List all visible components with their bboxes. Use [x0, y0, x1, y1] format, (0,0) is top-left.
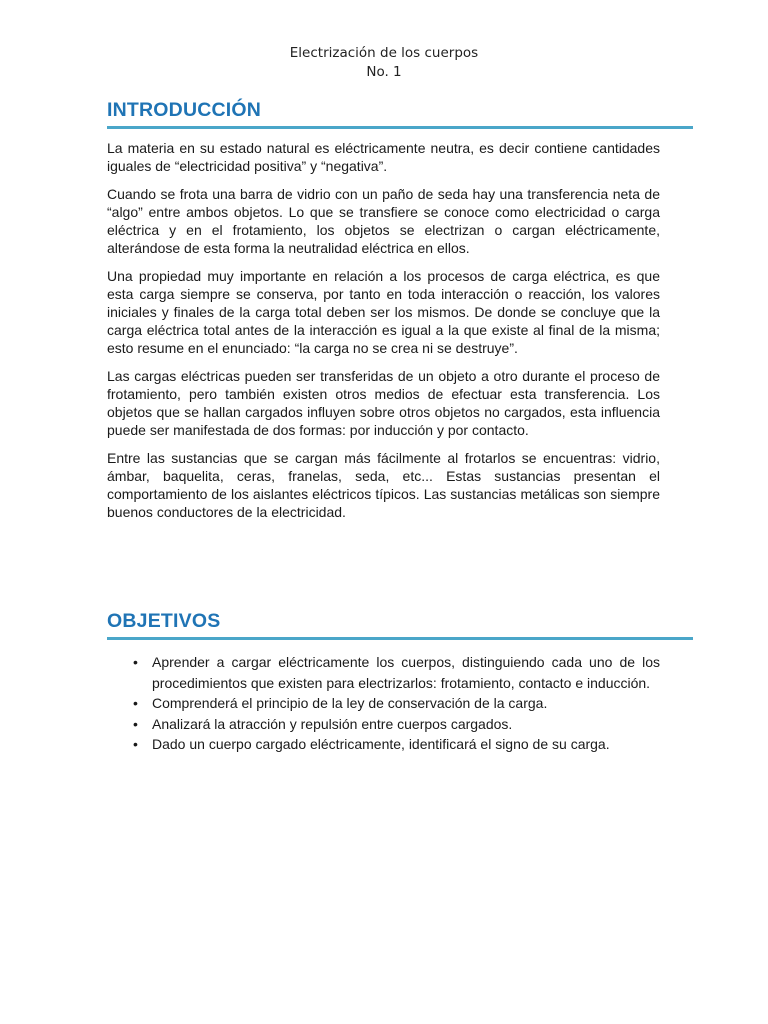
document-number: No. 1 — [366, 64, 402, 80]
objetivos-heading: OBJETIVOS — [107, 610, 221, 632]
bullet-icon: • — [133, 654, 138, 670]
introduccion-section — [107, 98, 693, 531]
list-item-text: Dado un cuerpo cargado eléctricamente, identificará el signo de su carga. — [152, 736, 610, 752]
introduccion-body — [107, 139, 660, 521]
list-item — [107, 714, 660, 735]
bullet-icon: • — [133, 695, 138, 711]
intro-paragraph: Las cargas eléctricas pueden ser transferidas de un objeto a otro durante el proceso de frotamiento, pero también existen otros medios de efectuar esta transferencia. Los objetos que se hallan cargados influyen sobre otros objetos no cargados, esta influencia puede ser manifestada de dos formas: por inducción y por contacto. — [107, 368, 660, 438]
objetivos-section — [107, 609, 693, 755]
intro-paragraph: Cuando se frota una barra de vidrio con un paño de seda hay una transferencia neta de “algo” entre ambos objetos. Lo que se transfiere se conoce como electricidad o carga eléctrica y en el frotamiento, los objetos se electrizan o cargan eléctricamente, alterándose de esta forma la neutralidad eléctrica en ellos. — [107, 186, 660, 256]
document-title: Electrización de los cuerpos — [289, 45, 479, 61]
introduccion-heading: INTRODUCCIÓN — [107, 99, 262, 121]
bullet-icon: • — [133, 715, 138, 732]
list-item — [107, 734, 660, 755]
list-item-text: Comprenderá el principio de la ley de conservación de la carga. — [152, 695, 548, 711]
list-item — [107, 693, 660, 714]
intro-paragraph: Una propiedad muy importante en relación a los procesos de carga eléctrica, es que esta carga siempre se conserva, por tanto en toda interacción o reacción, los valores iniciales y finales de la carga total deben ser los mismos. De donde se concluye que la carga eléctrica total antes de la interacción es igual a la que existe al final de la misma; esto resume en el enunciado: “la carga no se crea ni se destruye”. — [107, 268, 660, 356]
introduccion-divider — [107, 126, 693, 129]
intro-paragraph: Entre las sustancias que se cargan más fácilmente al frotarlos se encuentras: vidrio, ámbar, baquelita, ceras, franelas, seda, etc... Estas sustancias presentan el comportamiento de los aislantes eléctricos típicos. Las sustancias metálicas son siempre buenos conductores de la electricidad. — [107, 450, 660, 520]
list-item — [107, 652, 660, 693]
bullet-icon: • — [133, 736, 138, 752]
objetivos-list — [107, 652, 660, 755]
intro-paragraph: La materia en su estado natural es eléctricamente neutra, es decir contiene cantidades iguales de “electricidad positiva” y “negativa”. — [107, 140, 660, 174]
objetivos-divider — [107, 637, 693, 640]
document-header — [0, 44, 768, 82]
list-item-text: Analizará la atracción y repulsión entre cuerpos cargados. — [152, 715, 513, 732]
list-item-text: Aprender a cargar eléctricamente los cuerpos, distinguiendo cada uno de los procedimientos que existen para electrizarlos: frotamiento, contacto e inducción. — [152, 654, 660, 691]
